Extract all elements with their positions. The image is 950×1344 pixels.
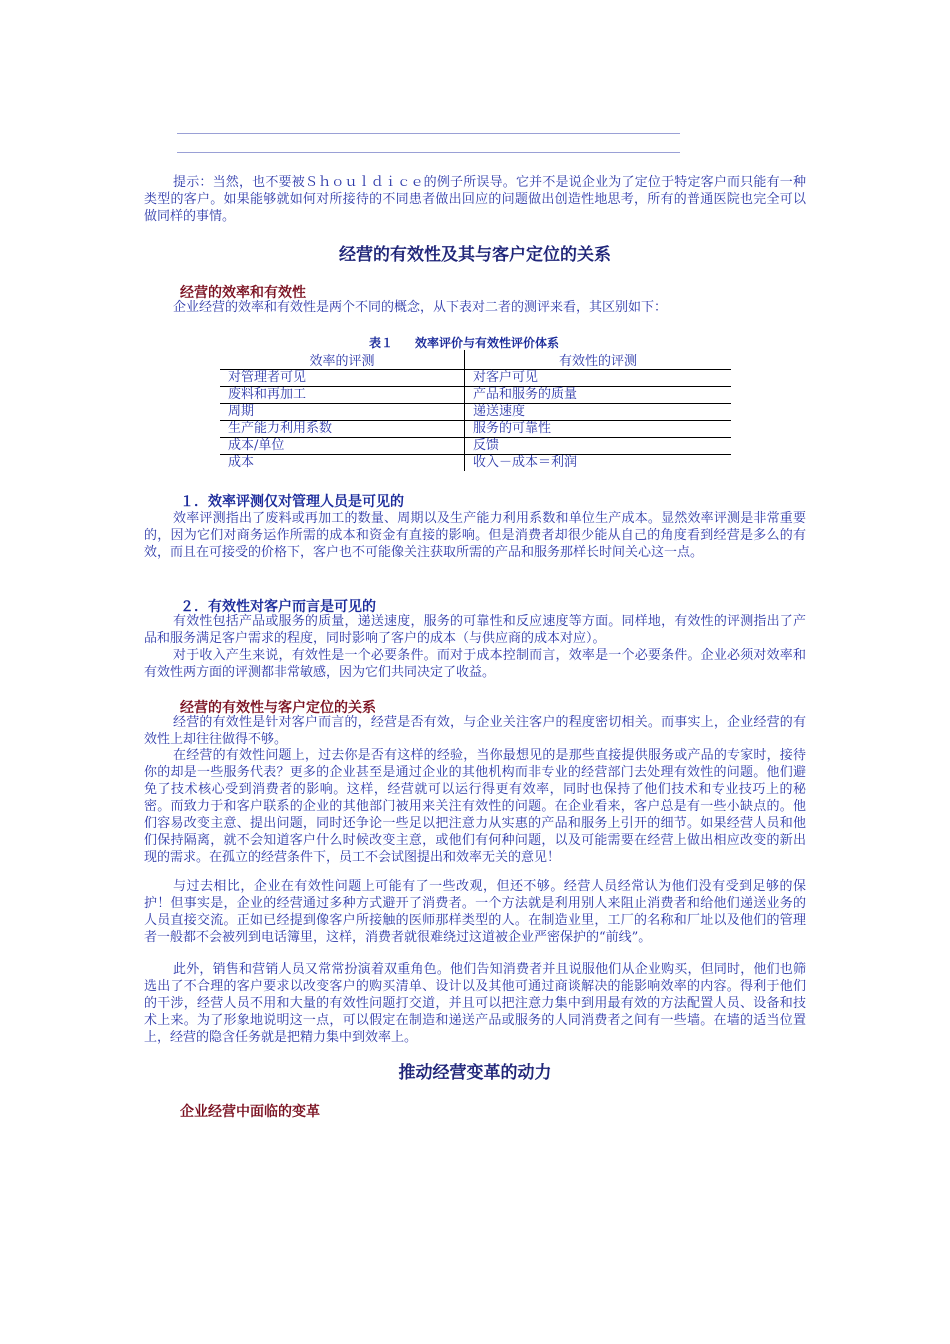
table-header-efficiency: 效率的评测 bbox=[220, 350, 465, 370]
subheading-efficiency-effectiveness: 经营的效率和有效性 bbox=[180, 285, 306, 301]
table-cell: 递送速度 bbox=[465, 404, 732, 421]
table-row bbox=[220, 370, 731, 387]
table-cell: 周期 bbox=[220, 404, 465, 421]
point1-heading: １．效率评测仅对管理人员是可见的 bbox=[180, 494, 404, 510]
point2-paragraph-2: 对于收入产生来说，有效性是一个必要条件。而对于成本控制而言，效率是一个必要条件。企业必须对效率和有效性两方面的评测都非常敏感，因为它们共同决定了收益。 bbox=[144, 648, 806, 680]
evaluation-table bbox=[220, 350, 731, 471]
table-cell: 收入－成本＝利润 bbox=[473, 455, 578, 470]
table-header-effectiveness: 有效性的评测 bbox=[465, 350, 732, 370]
table-row bbox=[220, 421, 731, 438]
point2-paragraph-1: 有效性包括产品或服务的质量，递送速度，服务的可靠性和反应速度等方面。同样地，有效性的评测指出了产品和服务满足客户需求的程度，同时影响了客户的成本（与供应商的成本对应）。 bbox=[144, 614, 806, 646]
table-cell: 生产能力利用系数 bbox=[220, 421, 465, 438]
table-cell: 对客户可见 bbox=[465, 370, 732, 387]
table-caption bbox=[0, 334, 950, 351]
table-cell: 产品和服务的质量 bbox=[465, 387, 732, 404]
point2-heading: ２．有效性对客户而言是可见的 bbox=[180, 599, 376, 615]
table-row bbox=[220, 438, 731, 455]
intro-paragraph: 企业经营的效率和有效性是两个不同的概念，从下表对二者的测评来看，其区别如下： bbox=[173, 300, 668, 315]
table-row bbox=[220, 404, 731, 421]
table-cell: 反馈 bbox=[465, 438, 732, 455]
table-row bbox=[220, 387, 731, 404]
section-title-effectiveness: 经营的有效性及其与客户定位的关系 bbox=[339, 245, 611, 265]
table-cell: 废料和再加工 bbox=[220, 387, 465, 404]
table-caption-title: 效率评价与有效性评价体系 bbox=[415, 336, 560, 350]
point1-paragraph: 效率评测指出了废料或再加工的数量、周期以及生产能力利用系数和单位生产成本。显然效率评测是非常重要的，因为它们对商务运作所需的成本和资金有直接的影响。但是消费者却很少能从自己的角度看到经营是多么的有效，而且在可接受的价格下，客户也不可能像关注获取所需的产品和服务那样长时间关心这一点。 bbox=[144, 511, 806, 560]
section2-paragraph-3: 与过去相比，企业在有效性问题上可能有了一些改观，但还不够。经营人员经常认为他们没有受到足够的保护！但事实是，企业的经营通过多种方式避开了消费者。一个方法就是利用别人来阻止消费者和给他们递送业务的人员直接交流。正如已经提到像客户所接触的医师那样类型的人。在制造业里，工厂的名称和厂址以及他们的管理者一般都不会被列到电话簿里，这样，消费者就很难绕过这道被企业严密保护的“前线”。 bbox=[144, 879, 806, 945]
section-title-drivers: 推动经营变革的动力 bbox=[398, 1063, 552, 1083]
table-cell: 成本/单位 bbox=[220, 438, 465, 455]
table-cell: 对管理者可见 bbox=[220, 370, 465, 387]
table-row bbox=[220, 455, 731, 472]
subheading-effectiveness-customer: 经营的有效性与客户定位的关系 bbox=[180, 700, 376, 716]
horizontal-rule bbox=[177, 133, 680, 134]
section2-paragraph-2: 在经营的有效性问题上，过去你是否有这样的经验，当你最想见的是那些直接提供服务或产品的专家时，接待你的却是一些服务代表？更多的企业甚至是通过企业的其他机构而非专业的经营部门去处理有效性的问题。他们避免了技术核心受到消费者的影响。这样，经营就可以运行得更有效率，同时也保持了他们技术和专业技巧上的秘密。而致力于和客户联系的企业的其他部门被用来关注有效性的问题。在企业看来，客户总是有一些小缺点的。他们容易改变主意、提出问题，同时还争论一些足以把注意力从实惠的产品和服务上引开的细节。如果经营人员和他们保持隔离，就不会知道客户什么时候改变主意，或他们有何种问题，以及可能需要在经营上做出相应改变的新出现的需求。在孤立的经营条件下，员工不会试图提出和效率无关的意见！ bbox=[144, 748, 806, 865]
tip-paragraph: 提示：当然，也不要被Ｓｈｏｕｌｄｉｃｅ的例子所误导。它并不是说企业为了定位于特定客户而只能有一种类型的客户。如果能够就如何对所接待的不同患者做出回应的问题做出创造性地思考，所有的普通医院也完全可以做同样的事情。 bbox=[144, 175, 806, 224]
table-header-row bbox=[220, 350, 731, 370]
subheading-changes: 企业经营中面临的变革 bbox=[180, 1104, 320, 1120]
table-caption-number: 表１ bbox=[368, 336, 393, 350]
table-cell: 成本 bbox=[220, 455, 465, 472]
section2-paragraph-1: 经营的有效性是针对客户而言的，经营是否有效，与企业关注客户的程度密切相关。而事实上，企业经营的有效性上却往往做得不够。 bbox=[144, 715, 806, 747]
table-cell: 服务的可靠性 bbox=[465, 421, 732, 438]
section2-paragraph-4: 此外，销售和营销人员又常常扮演着双重角色。他们告知消费者并且说服他们从企业购买，但同时，他们也筛选出了不合理的客户要求以改变客户的购买清单、设计以及其他可通过商谈解决的能影响效率的内容。得利于他们的干涉，经营人员不用和大量的有效性问题打交道，并且可以把注意力集中到用最有效的方法配置人员、设备和技术上来。为了形象地说明这一点，可以假定在制造和递送产品或服务的人同消费者之间有一些墙。在墙的适当位置上，经营的隐含任务就是把精力集中到效率上。 bbox=[144, 962, 806, 1045]
horizontal-rule bbox=[177, 152, 680, 153]
